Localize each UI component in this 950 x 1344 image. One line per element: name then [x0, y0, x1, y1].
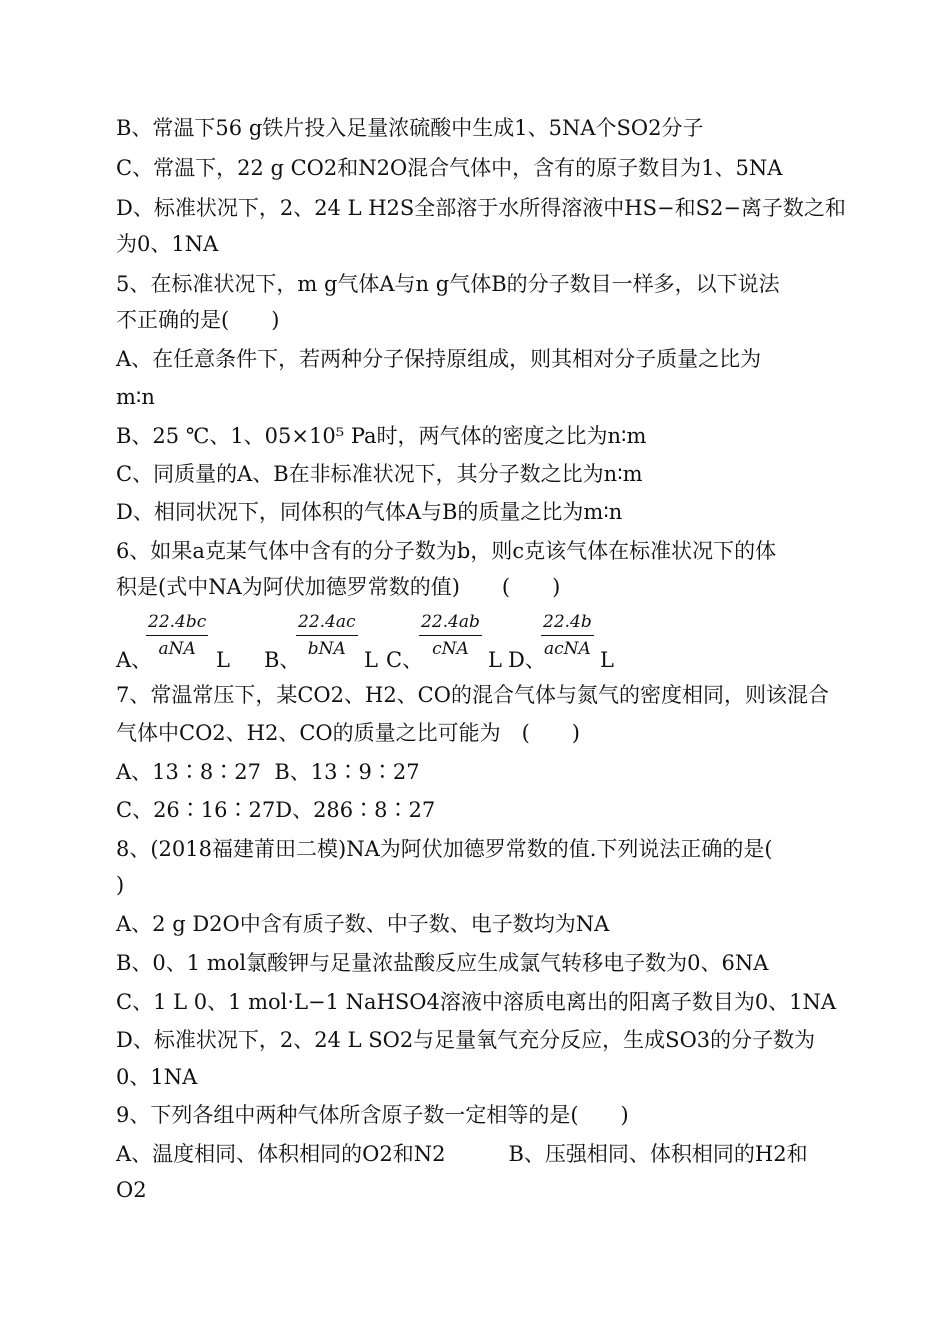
q5-option-d: D、相同状况下，同体积的气体A与B的质量之比为m∶n [116, 500, 623, 524]
q6-option-d-fraction [541, 611, 594, 660]
fraction-denominator: acNA [543, 639, 591, 659]
q6-option-d-unit: L [600, 648, 614, 672]
fraction-numerator: 22.4bc [148, 612, 207, 632]
q9-options-ab-cont: O2 [116, 1178, 147, 1202]
q5-stem: 5、在标准状况下，m g气体A与n g气体B的分子数目一样多，以下说法 [116, 272, 780, 296]
fraction-bar [296, 635, 358, 636]
q7-stem: 7、常温常压下，某CO2、H2、CO的混合气体与氮气的密度相同，则该混合 [116, 683, 829, 707]
q4-option-d-cont: 为0、1NA [116, 232, 219, 256]
q6-option-c-label: C、 [386, 648, 424, 672]
fraction-bar [419, 635, 482, 636]
q6-option-a-unit: L [216, 648, 230, 672]
q6-option-a-fraction [146, 611, 208, 660]
q6-stem: 6、如果a克某气体中含有的分子数为b，则c克该气体在标准状况下的体 [116, 539, 777, 563]
q6-stem-cont: 积是(式中NA为阿伏加德罗常数的值) ( ) [116, 575, 561, 599]
q6-option-a-label: A、 [116, 648, 153, 672]
fraction-denominator: cNA [432, 639, 469, 659]
q5-option-c: C、同质量的A、B在非标准状况下，其分子数之比为n∶m [116, 462, 643, 486]
q4-option-b: B、常温下56 g铁片投入足量浓硫酸中生成1、5NA个SO2分子 [116, 116, 704, 140]
q6-option-d-label: D、 [508, 648, 546, 672]
fraction-numerator: 22.4ac [298, 612, 356, 632]
q8-stem-cont: ) [116, 873, 125, 897]
q6-option-b-fraction [296, 611, 358, 660]
q7-stem-cont: 气体中CO2、H2、CO的质量之比可能为 ( ) [116, 721, 580, 745]
fraction-denominator: aNA [158, 639, 196, 659]
q8-option-c: C、1 L 0、1 mol·L−1 NaHSO4溶液中溶质电离出的阳离子数目为0、1NA [116, 990, 837, 1014]
q6-option-c-unit: L [488, 648, 502, 672]
q8-option-b: B、0、1 mol氯酸钾与足量浓盐酸反应生成氯气转移电子数为0、6NA [116, 951, 769, 975]
q6-options [116, 611, 836, 671]
q5-stem-cont: 不正确的是( ) [116, 308, 280, 332]
q8-option-d-cont: 0、1NA [116, 1065, 198, 1089]
q4-option-d: D、标准状况下，2、24 L H2S全部溶于水所得溶液中HS−和S2−离子数之和 [116, 196, 846, 220]
fraction-numerator: 22.4ab [421, 612, 480, 632]
q8-stem: 8、(2018福建莆田二模)NA为阿伏加德罗常数的值.下列说法正确的是( [116, 837, 773, 861]
q8-option-a: A、2 g D2O中含有质子数、中子数、电子数均为NA [116, 912, 610, 936]
q5-option-a: A、在任意条件下，若两种分子保持原组成，则其相对分子质量之比为 [116, 347, 762, 371]
q5-option-b: B、25 ℃、1、05×10⁵ Pa时，两气体的密度之比为n∶m [116, 424, 647, 448]
fraction-bar [541, 635, 594, 636]
q8-option-d: D、标准状况下，2、24 L SO2与足量氧气充分反应，生成SO3的分子数为 [116, 1028, 816, 1052]
q9-options-ab: A、温度相同、体积相同的O2和N2 B、压强相同、体积相同的H2和 [116, 1142, 808, 1166]
q7-options-cd: C、26∶16∶27D、286∶8∶27 [116, 798, 436, 822]
fraction-denominator: bNA [307, 639, 346, 659]
q6-option-b-label: B、 [264, 648, 301, 672]
q9-stem: 9、下列各组中两种气体所含原子数一定相等的是( ) [116, 1103, 629, 1127]
q5-option-a-cont: m∶n [116, 385, 155, 409]
q6-option-b-unit: L [364, 648, 378, 672]
q7-options-ab: A、13∶8∶27 B、13∶9∶27 [116, 760, 420, 784]
q4-option-c: C、常温下，22 g CO2和N2O混合气体中，含有的原子数目为1、5NA [116, 156, 783, 180]
fraction-bar [146, 635, 208, 636]
fraction-numerator: 22.4b [543, 612, 592, 632]
q6-option-c-fraction [419, 611, 482, 660]
